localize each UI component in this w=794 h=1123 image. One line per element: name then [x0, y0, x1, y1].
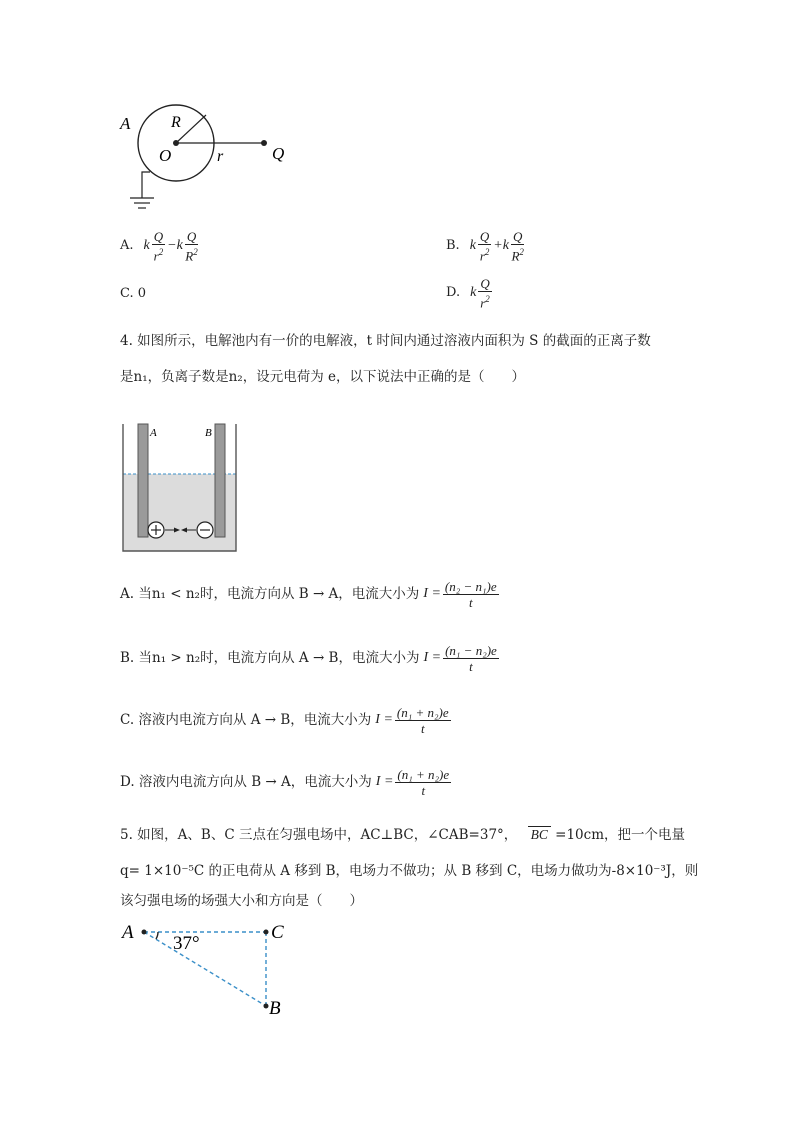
- triangle-angle-label: 37°: [173, 933, 200, 954]
- q4-d-ieq: I =: [375, 774, 394, 789]
- q3-option-d[interactable]: D. k $\frac{Q}{r^2}$: [446, 275, 490, 311]
- q4-c-frac: $\frac{\text{(n₁ + n₂)e}}{t}$: [396, 704, 449, 736]
- electrode-a: [138, 424, 148, 537]
- q4-b-ieq: I =: [423, 650, 442, 665]
- q3-option-d-label: D.: [446, 285, 461, 300]
- point-c: [264, 930, 269, 935]
- q4-option-a[interactable]: [120, 574, 501, 614]
- q4-option-d-text: D. 溶液内电流方向从 B → A，电流大小为: [120, 774, 372, 790]
- q4-option-d[interactable]: [120, 762, 453, 802]
- fig1-label-O: O: [159, 146, 172, 165]
- q4-option-c-text: C. 溶液内电流方向从 A → B，电流大小为: [120, 712, 372, 728]
- q3-a-frac2: $\frac{Q}{R^2}$: [185, 228, 198, 264]
- electrode-b: [215, 424, 225, 537]
- q4-option-b[interactable]: [120, 638, 501, 678]
- angle-arc: [156, 932, 158, 939]
- q4-b-frac: $\frac{\text{(n₁ − n₂)e}}{t}$: [445, 642, 497, 674]
- q5-line1-a: 5. 如图，A、B、C 三点在匀强电场中，AC⊥BC，∠CAB=37°，: [120, 827, 518, 843]
- side-ab: [144, 932, 266, 1006]
- q4-option-c[interactable]: [120, 700, 453, 740]
- q3-d-frac: $\frac{Q}{r^2}$: [480, 275, 490, 311]
- q5-bc-vector: BC: [528, 826, 551, 842]
- q4-c-ieq: I =: [375, 712, 393, 727]
- fig1-label-R: R: [171, 114, 181, 131]
- ground-wire: [142, 172, 150, 198]
- charge-dot: [261, 140, 267, 146]
- q3-option-a[interactable]: A. k $\frac{Q}{r^2}$ −k $\frac{Q}{R^2}$: [120, 228, 198, 264]
- q5-stem-line1: [120, 825, 685, 845]
- q3-option-b-label: B.: [446, 238, 460, 253]
- fig1-label-r: r: [217, 148, 224, 165]
- q4-d-frac: $\frac{\text{(n₁ + n₂)e}}{t}$: [397, 766, 450, 798]
- q4-stem-line1: 4. 如图所示，电解池内有一价的电解液，t 时间内通过溶液内面积为 S 的截面的正离子数: [120, 333, 651, 349]
- fig1-label-Q: Q: [272, 144, 285, 163]
- triangle-label-b: B: [269, 998, 281, 1019]
- cell-label-b: B: [205, 427, 212, 439]
- q5-stem-line3: 该匀强电场的场强大小和方向是（ ）: [120, 893, 363, 909]
- q3-option-c[interactable]: C. 0: [120, 286, 147, 301]
- center-dot: [173, 140, 179, 146]
- fig1-label-A: A: [120, 114, 131, 133]
- triangle-label-a: A: [122, 922, 134, 943]
- q3-option-a-label: A.: [120, 238, 134, 253]
- cell-label-a: A: [150, 427, 157, 439]
- q3-option-b[interactable]: B. k $\frac{Q}{r^2}$ +k $\frac{Q}{R^2}$: [446, 228, 524, 264]
- triangle-label-c: C: [271, 922, 284, 943]
- q3-a-frac1: $\frac{Q}{r^2}$: [153, 228, 164, 264]
- q3-b-frac2: $\frac{Q}{R^2}$: [511, 228, 524, 264]
- q3-b-frac1: $\frac{Q}{r^2}$: [479, 228, 490, 264]
- q4-stem-line2: 是n₁，负离子数是n₂，设元电荷为 e，以下说法中正确的是（ ）: [120, 369, 525, 385]
- q5-line1-b: =10cm，把一个电量: [555, 827, 686, 843]
- q4-a-frac: $\frac{\text{(n₂ − n₁)e}}{t}$: [444, 578, 497, 610]
- electrolytic-cell-figure: [118, 420, 243, 555]
- point-a: [142, 930, 147, 935]
- q5-stem-line2: q= 1×10⁻⁵C 的正电荷从 A 移到 B，电场力不做功；从 B 移到 C，电场力做功为-8×10⁻³J，则: [120, 863, 699, 879]
- triangle-figure: [118, 918, 298, 1020]
- q4-option-b-text: B. 当n₁ > n₂时，电流方向从 A → B，电流大小为: [120, 650, 420, 666]
- sphere-charge-figure: [110, 95, 300, 220]
- q4-a-ieq: I =: [423, 586, 441, 601]
- q4-option-a-text: A. 当n₁ < n₂时，电流方向从 B → A，电流大小为: [120, 586, 420, 602]
- point-b: [264, 1004, 269, 1009]
